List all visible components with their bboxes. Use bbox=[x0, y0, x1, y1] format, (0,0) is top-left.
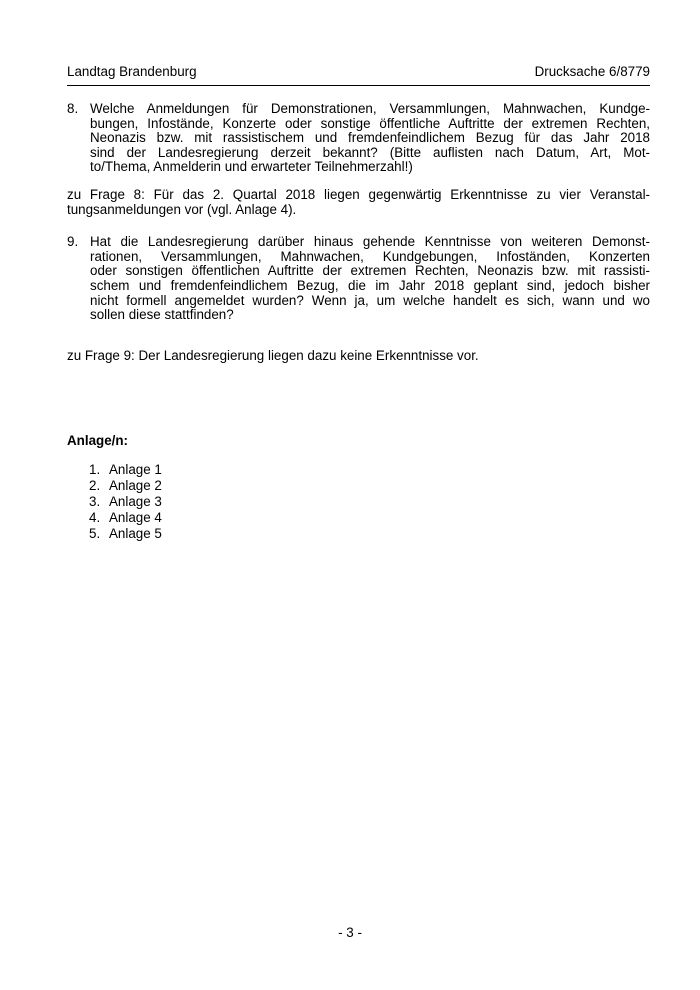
answer-9 bbox=[67, 349, 650, 364]
list-item-number: 5. bbox=[89, 526, 101, 542]
attachments-list bbox=[67, 462, 650, 542]
list-item bbox=[89, 478, 650, 494]
text-line: rationen, Versammlungen, Mahnwachen, Kundgebungen, Infoständen, Konzerten bbox=[90, 248, 650, 264]
list-item bbox=[89, 526, 650, 542]
question-9-text bbox=[90, 235, 650, 323]
question-8-text bbox=[90, 102, 650, 175]
list-item-label: Anlage 3 bbox=[109, 494, 162, 510]
question-9 bbox=[67, 235, 650, 323]
attachments-heading: Anlage/n: bbox=[67, 433, 129, 449]
list-item-label: Anlage 5 bbox=[109, 526, 162, 542]
page-number: - 3 - bbox=[338, 925, 362, 940]
list-item-number: 4. bbox=[89, 510, 101, 526]
list-item-label: Anlage 1 bbox=[109, 462, 162, 478]
page-header bbox=[67, 64, 650, 86]
text-line: Neonazis bzw. mit rassistischem und fremdenfeindlichem Bezug für das Jahr 2018 bbox=[90, 130, 650, 146]
text-line: oder sonstigen öffentlichen Auftritte der extremen Rechten, Neonazis bzw. mit rassisti- bbox=[90, 263, 650, 279]
question-8-number: 8. bbox=[67, 101, 79, 116]
text-line: zu Frage 9: Der Landesregierung liegen dazu keine Erkenntnisse vor. bbox=[67, 347, 479, 363]
list-item bbox=[89, 494, 650, 510]
text-line: nicht formell angemeldet wurden? Wenn ja, um welche handelt es sich, wann und wo bbox=[90, 292, 650, 308]
page-content bbox=[67, 64, 650, 542]
list-item-label: Anlage 2 bbox=[109, 478, 162, 494]
text-line: zu Frage 8: Für das 2. Quartal 2018 liegen gegenwärtig Erkenntnisse zu vier Veranstal- bbox=[67, 186, 650, 202]
text-line: tungsanmeldungen vor (vgl. Anlage 4). bbox=[67, 201, 297, 217]
header-left-title: Landtag Brandenburg bbox=[67, 64, 197, 79]
question-9-number: 9. bbox=[67, 234, 79, 250]
answer-8 bbox=[67, 188, 650, 217]
list-item-label: Anlage 4 bbox=[109, 510, 162, 526]
list-item-number: 1. bbox=[89, 462, 101, 478]
header-right-docnumber: Drucksache 6/8779 bbox=[534, 64, 650, 79]
text-line: sind der Landesregierung derzeit bekannt? (Bitte auflisten nach Datum, Art, Mot- bbox=[90, 144, 650, 160]
list-item bbox=[89, 510, 650, 526]
text-line: Hat die Landesregierung darüber hinaus gehende Kenntnisse von weiteren Demonst- bbox=[90, 234, 650, 250]
question-8 bbox=[67, 102, 650, 175]
page-footer bbox=[0, 925, 700, 941]
text-line: Welche Anmeldungen für Demonstrationen, Versammlungen, Mahnwachen, Kundge- bbox=[90, 101, 650, 116]
list-item bbox=[89, 462, 650, 478]
text-line: bungen, Infostände, Konzerte oder sonstige öffentliche Auftritte der extremen Rechten, bbox=[90, 115, 650, 131]
text-line: sollen diese stattfinden? bbox=[90, 307, 234, 323]
text-line: to/Thema, Anmelderin und erwarteter Teilnehmerzahl!) bbox=[90, 159, 413, 175]
text-line: schem und fremdenfeindlichem Bezug, die im Jahr 2018 geplant sind, jedoch bisher bbox=[90, 277, 650, 293]
list-item-number: 3. bbox=[89, 494, 101, 510]
list-item-number: 2. bbox=[89, 478, 101, 494]
